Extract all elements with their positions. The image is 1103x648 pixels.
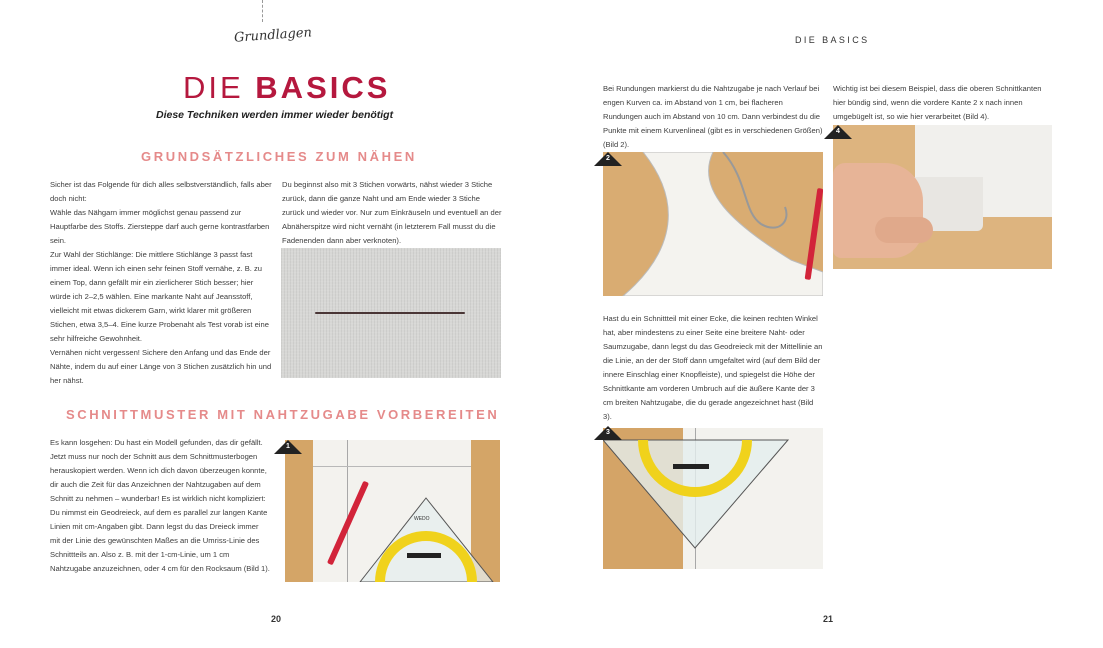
section-heading-schnittmuster: SCHNITTMUSTER MIT NAHTZUGABE VORBEREITEN <box>66 407 500 422</box>
header-divider-line <box>262 0 264 22</box>
page-title-light: DIE <box>183 70 256 105</box>
section-heading-grundsaetzliches: GRUNDSÄTZLICHES ZUM NÄHEN <box>141 149 417 164</box>
rundungen-text: Bei Rundungen markierst du die Nahtzugabe je nach Verlauf bei engen Kurven ca. im Abstand von 1 cm, bei flacheren Rundungen auch im Abstand von 10 cm. Dann verbindest du die Punkte mit einem Kurvenlineal (gibt es in verschiedenen Größen) (Bild 2). <box>603 84 823 149</box>
stitch-line <box>315 312 465 314</box>
ecke-text: Hast du ein Schnittteil mit einer Ecke, die keinen rechten Winkel hat, aber mindestens zu einer Seite eine breitere Naht- oder Saumzugabe, dann legst du das Geodreieck mit der Mittellinie an die Linie, an der der Stoff dann umgefaltet wird (auf dem Bild der innere Einschlag einer Knopfleiste), und spiegelst die Höhe der Schnittkante am vorderen Umbruch auf die äußere Kante der 3 cm breiten Nahtzugabe, die du gerade angezeichnet hast (Bild 3). <box>603 314 823 421</box>
figure-1-photo <box>285 440 500 582</box>
figure-4-photo <box>833 125 1052 269</box>
page-number-right: 21 <box>823 614 834 624</box>
section1-col2-text: Du beginnst also mit 3 Stichen vorwärts, nähst wieder 3 Stiche zurück, dann die ganze Naht und am Ende wieder 3 Stiche zurück und wieder vor. Nur zum Einkräuseln und eventuell an der Abnäherspitze wird nicht vernäht (in letzterem Fall musst du die Fadenenden dann aber verknoten). <box>282 180 502 245</box>
section2-body-text: Es kann losgehen: Du hast ein Modell gefunden, das dir gefällt. Jetzt muss nur noch der Schnitt aus dem Schnittmusterbogen herauskopiert werden. Wenn ich dich davon überzeugen konnte, dir auch die Zeit für das Anzeichnen der Nahtzugaben auf dem Schnitt zu nehmen – wunderbar! Es ist wirklich nicht kompliziert: Du nimmst ein Geodreieck, auf dem es parallel zur langen Kante Linien mit cm-Angaben gibt. Dann legst du das Dreieck immer mit der Linie des gewünschten Maßes an die Umriss-Linie des Schnittteils an. Also z. B. mit der 1-cm-Linie, um 1 cm Nahtzugabe anzuzeichnen, oder 4 cm für den Rocksaum (Bild 1). <box>50 438 270 573</box>
set-square-ruler <box>603 428 823 569</box>
set-square-ruler <box>285 440 500 582</box>
figure-3-photo <box>603 428 823 569</box>
curve-ruler <box>603 152 823 296</box>
page-number-left: 20 <box>271 614 282 624</box>
section1-col1-text: Sicher ist das Folgende für dich alles selbstverständlich, falls aber doch nicht: Wähle das Nähgarn immer möglichst genau passend zur Hauptfarbe des Stoffs. Ziersteppe darf auch gerne kontrastfarben sein. Zur Wahl der Stichlänge: Die mittlere Stichlänge 3 passt fast immer ideal. Wenn ich einen sehr feinen Stoff vernähe, z. B. zu einem Top, dann gefällt mir ein zierlicherer Stich besser; hier würde ich 2–2,5 wählen. Eine markante Naht auf Jeansstoff, vielleicht mit etwas dickerem Garn, wirkt klarer mit größeren Stichen, etwa 3,5–4. Eine kurze Probenaht als Test vorab ist eine sehr hilfreiche Gewohnheit. Vernähen nicht vergessen! Sichere den Anfang und das Ende der Nähte, indem du auf einer Länge von 3 Stichen zusätzlich hin und her nähst. <box>50 180 272 385</box>
hand-fingers <box>833 163 923 258</box>
section-script-label: Grundlagen <box>233 25 313 46</box>
page-title <box>183 70 390 106</box>
page-subtitle: Diese Techniken werden immer wieder benötigt <box>156 109 394 121</box>
wichtig-text: Wichtig ist bei diesem Beispiel, dass die oberen Schnittkanten hier bündig sind, wenn die vordere Kante 2 x nach innen umgebügelt ist, so wie hier verarbeitet (Bild 4). <box>833 84 1042 121</box>
figure-2-photo <box>603 152 823 296</box>
hand-thumb <box>875 217 933 243</box>
stitch-fabric-photo <box>281 248 501 378</box>
running-title: DIE BASICS <box>795 35 870 45</box>
page-title-bold: BASICS <box>255 70 391 105</box>
ruler-brand-label: WEDO <box>414 516 430 522</box>
